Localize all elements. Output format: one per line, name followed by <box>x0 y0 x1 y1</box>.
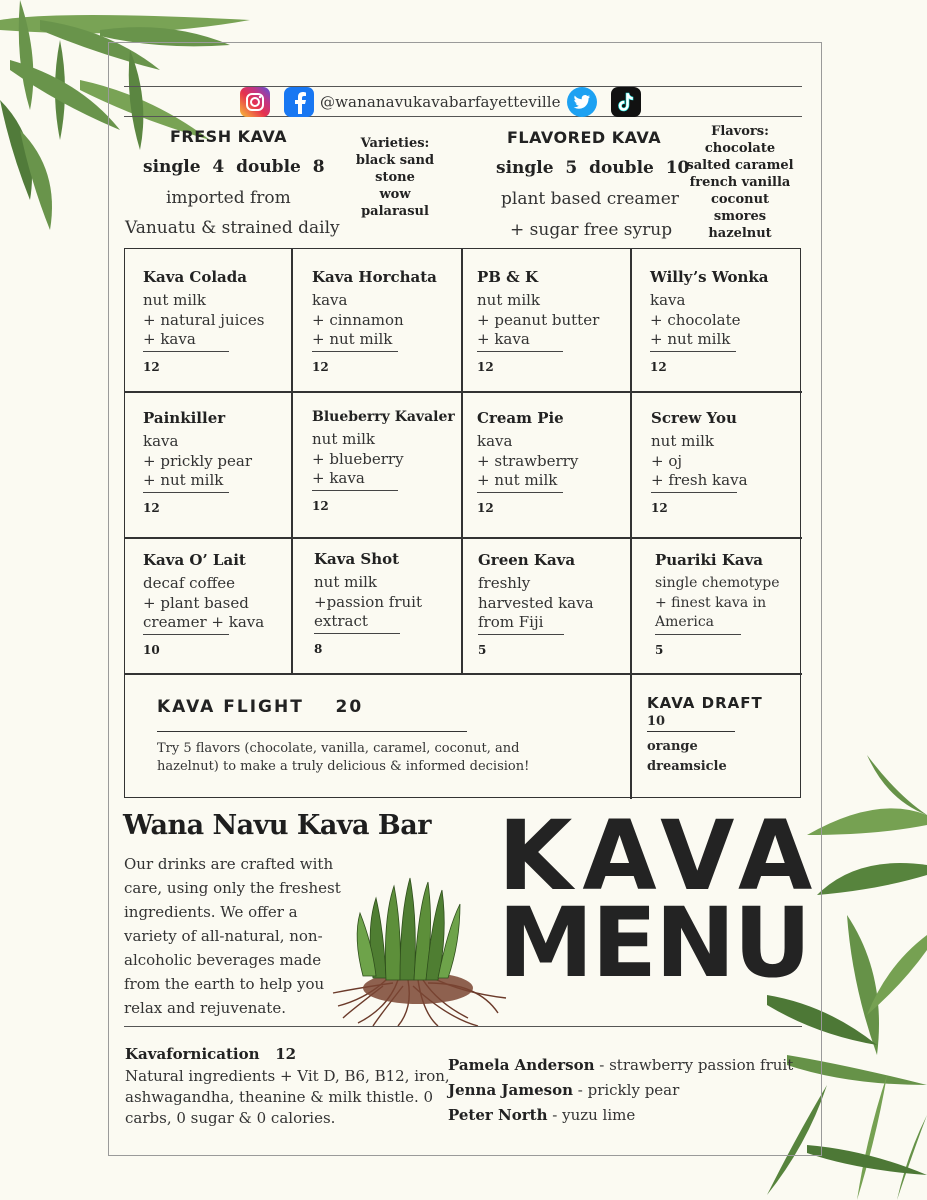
draft-flavor-line: dreamsicle <box>647 759 727 774</box>
fresh-double-label: double <box>236 157 301 177</box>
about-line: from the earth to help you <box>124 975 325 993</box>
drink-ingredient: + nut milk <box>650 330 731 348</box>
flavor-item: french vanilla <box>689 175 791 190</box>
bar-about <box>124 852 344 1020</box>
underline <box>314 633 400 634</box>
underline <box>650 351 736 352</box>
grid-line <box>630 249 632 799</box>
instagram-icon[interactable] <box>240 87 270 117</box>
drink-cell-puariki-kava <box>655 551 779 657</box>
drink-ingredient: kava <box>312 291 348 309</box>
drink-cell-blueberry-kavaler <box>312 409 455 513</box>
tiktok-icon[interactable] <box>611 87 641 117</box>
kavafornication-price: 12 <box>275 1045 297 1063</box>
flavor-item: coconut <box>710 192 770 207</box>
draft-flavor-line: orange <box>647 739 698 754</box>
drink-name: Cream Pie <box>477 409 564 427</box>
fresh-double-price: 8 <box>312 157 325 177</box>
underline <box>477 492 563 493</box>
kava-flight-heading <box>157 697 363 717</box>
kavafornication-description <box>125 1066 450 1129</box>
grid-line <box>125 673 802 675</box>
drink-ingredient: + nut milk <box>143 471 224 489</box>
grid-line <box>291 249 293 673</box>
fresh-single-label: single <box>143 157 201 177</box>
special-name: Jenna Jameson <box>448 1081 573 1099</box>
drink-ingredient: America <box>655 614 715 630</box>
flavored-single-label: single <box>496 158 554 178</box>
flavor-item: chocolate <box>704 141 776 156</box>
drink-name: Kava Colada <box>143 268 247 286</box>
drink-ingredient: nut milk <box>651 432 715 450</box>
drink-ingredient: + nut milk <box>477 471 558 489</box>
drink-cell-kava-o-lait <box>143 551 264 657</box>
kavafornication-line: carbs, 0 sugar & 0 calories. <box>125 1109 336 1127</box>
drink-name: Green Kava <box>478 551 576 569</box>
drink-price: 12 <box>477 359 494 374</box>
drink-name: Willy’s Wonka <box>650 268 769 286</box>
fresh-kava-line1: imported from <box>166 188 291 208</box>
drink-cell-kava-horchata <box>312 268 437 374</box>
drink-cell-kava-shot <box>314 550 422 656</box>
drink-ingredient: + oj <box>651 451 683 470</box>
draft-underline <box>647 731 735 732</box>
underline <box>312 351 398 352</box>
fresh-kava-line2: Vanuatu & strained daily <box>125 218 340 238</box>
drink-ingredient: + kava <box>477 330 530 348</box>
drink-ingredient: + finest kava in <box>655 594 767 611</box>
big-title-menu: MENU <box>498 887 810 999</box>
flavor-item: salted caramel <box>686 158 794 173</box>
drink-price: 12 <box>477 500 494 515</box>
underline <box>651 492 737 493</box>
flavored-kava-title: FLAVORED KAVA <box>507 128 662 147</box>
about-line: care, using only the freshest <box>124 879 341 897</box>
special-flavor: - prickly pear <box>572 1081 680 1099</box>
kavafornication-line: Natural ingredients + Vit D, B6, B12, iron, <box>125 1067 450 1085</box>
drink-price: 10 <box>143 642 160 657</box>
special-item <box>448 1078 793 1103</box>
flavor-item: smores <box>713 209 767 224</box>
drink-name: Puariki Kava <box>655 551 764 569</box>
drink-price: 12 <box>143 500 160 515</box>
drink-ingredient: +passion fruit <box>314 592 422 611</box>
drink-ingredient: decaf coffee <box>143 574 235 592</box>
flavored-double-label: double <box>589 158 654 178</box>
underline <box>478 634 564 635</box>
drink-price: 12 <box>312 359 329 374</box>
flavors-list <box>684 123 796 242</box>
fresh-single-price: 4 <box>212 157 225 177</box>
drink-cell-kava-colada <box>143 268 264 374</box>
drink-name: Screw You <box>651 409 737 427</box>
drink-ingredient: + kava <box>143 330 196 348</box>
about-line: variety of all-natural, non- <box>124 927 323 945</box>
underline <box>143 634 229 635</box>
special-name: Pamela Anderson <box>448 1056 595 1074</box>
special-name: Peter North <box>448 1106 548 1124</box>
grid-line <box>125 537 802 539</box>
drink-cell-willys-wonka <box>650 268 768 374</box>
special-item <box>448 1103 793 1128</box>
drink-ingredient: kava <box>477 432 513 450</box>
facebook-icon[interactable] <box>284 87 314 117</box>
flight-desc-line: Try 5 flavors (chocolate, vanilla, caramel, coconut, and <box>157 741 520 756</box>
drink-ingredient: extract <box>314 612 368 630</box>
drink-price: 12 <box>650 359 667 374</box>
underline <box>477 351 563 352</box>
special-flavor: - strawberry passion fruit <box>594 1056 794 1074</box>
variety-item: stone <box>375 170 415 185</box>
drink-ingredient: harvested kava <box>478 593 594 612</box>
kava-flight-title: KAVA FLIGHT <box>157 697 304 717</box>
fresh-kava-prices <box>143 157 325 177</box>
drink-ingredient: + nut milk <box>312 330 393 348</box>
variety-item: black sand <box>355 153 435 168</box>
drink-ingredient: + strawberry <box>477 451 579 470</box>
about-line: Our drinks are crafted with <box>124 855 334 873</box>
drink-ingredient: from Fiji <box>478 613 544 631</box>
special-flavor: - yuzu lime <box>547 1106 636 1124</box>
drink-name: Painkiller <box>143 409 226 427</box>
kavafornication-heading <box>125 1045 450 1063</box>
flight-desc-line: hazelnut) to make a truly delicious & informed decision! <box>157 759 530 774</box>
kava-draft-flavor <box>647 737 763 777</box>
social-handle[interactable]: @wananavukavabarfayetteville <box>320 93 561 111</box>
flavored-kava-prices <box>496 158 689 178</box>
about-line: ingredients. We offer a <box>124 903 298 921</box>
drink-ingredient: + blueberry <box>312 449 404 468</box>
drink-ingredient: + cinnamon <box>312 310 404 329</box>
grid-line <box>461 249 463 673</box>
drink-ingredient: + peanut butter <box>477 310 600 329</box>
varieties-title: Varieties: <box>360 136 430 151</box>
underline <box>143 351 229 352</box>
drink-price: 5 <box>655 642 664 657</box>
social-bar <box>240 86 641 118</box>
grid-line <box>125 391 802 393</box>
big-title-kava: KAVA <box>498 800 823 912</box>
drink-name: Kava O’ Lait <box>143 551 246 569</box>
varieties-list <box>345 135 445 220</box>
kavafornication-name: Kavafornication <box>125 1045 260 1063</box>
kava-draft-title: KAVA DRAFT <box>647 694 763 712</box>
twitter-icon[interactable] <box>567 87 597 117</box>
drink-price: 12 <box>651 500 668 515</box>
drink-ingredient: kava <box>650 291 686 309</box>
underline <box>312 490 398 491</box>
drink-ingredient: creamer + kava <box>143 613 265 631</box>
flavored-single-price: 5 <box>565 158 578 178</box>
drink-ingredient: + chocolate <box>650 310 741 329</box>
special-item <box>448 1053 793 1078</box>
drink-cell-cream-pie <box>477 409 578 515</box>
flavored-double-price: 10 <box>665 158 690 178</box>
variety-item: palarasul <box>361 204 429 219</box>
kavafornication-line: ashwagandha, theanine & milk thistle. 0 <box>125 1088 434 1106</box>
drink-ingredient: nut milk <box>143 291 207 309</box>
drink-cell-green-kava <box>478 551 594 657</box>
drink-cell-painkiller <box>143 409 252 515</box>
variety-item: wow <box>379 187 411 202</box>
drink-name: PB & K <box>477 268 538 286</box>
drink-name: Kava Shot <box>314 550 400 568</box>
drink-cell-pb-k <box>477 268 599 374</box>
kava-draft-price: 10 <box>647 714 666 729</box>
drink-price: 12 <box>312 498 329 513</box>
drink-price: 12 <box>143 359 160 374</box>
drink-ingredient: nut milk <box>312 430 376 448</box>
bottom-divider <box>124 1026 802 1027</box>
about-line: alcoholic beverages made <box>124 951 322 969</box>
drink-name: Blueberry Kavaler <box>312 409 455 425</box>
drink-ingredient: nut milk <box>314 573 378 591</box>
flavored-kava-line2: + sugar free syrup <box>510 220 673 240</box>
about-line: relax and rejuvenate. <box>124 999 286 1017</box>
drink-ingredient: + fresh kava <box>651 471 748 489</box>
drink-ingredient: + plant based <box>143 593 249 612</box>
fresh-kava-title: FRESH KAVA <box>170 127 288 146</box>
underline <box>655 634 741 635</box>
drink-price: 5 <box>478 642 487 657</box>
drink-ingredient: kava <box>143 432 179 450</box>
flavor-item: hazelnut <box>708 226 772 241</box>
underline <box>143 492 229 493</box>
kava-draft <box>647 694 763 777</box>
flight-underline <box>157 731 467 732</box>
drink-ingredient: single chemotype <box>655 575 780 591</box>
specials-list <box>448 1053 793 1128</box>
kava-flight-price: 20 <box>335 697 364 717</box>
drink-cell-screw-you <box>651 409 748 515</box>
flavored-kava-line1: plant based creamer <box>501 189 679 209</box>
drink-ingredient: + kava <box>312 469 365 487</box>
kava-flight-description <box>157 740 627 776</box>
drink-price: 8 <box>314 641 323 656</box>
drink-ingredient: freshly <box>478 574 531 592</box>
drink-name: Kava Horchata <box>312 268 437 286</box>
drink-ingredient: + natural juices <box>143 310 265 329</box>
kavafornication <box>125 1045 450 1129</box>
drink-ingredient: + prickly pear <box>143 451 253 470</box>
bar-title: Wana Navu Kava Bar <box>123 810 431 841</box>
flavors-title: Flavors: <box>711 124 769 139</box>
kava-plant-illustration <box>328 868 513 1028</box>
drink-ingredient: nut milk <box>477 291 541 309</box>
